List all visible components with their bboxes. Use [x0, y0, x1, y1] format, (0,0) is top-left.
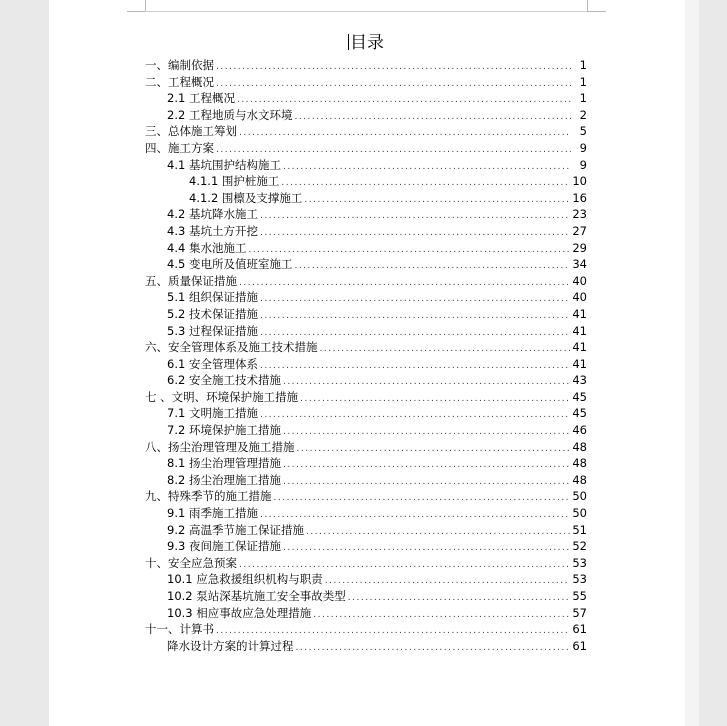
- toc-entry-page-number: 9: [579, 140, 587, 155]
- toc-entry-label: 2.1 工程概况: [167, 91, 235, 106]
- toc-dot-leader: [300, 391, 570, 408]
- toc-entry-label: 三、总体施工筹划: [145, 124, 237, 139]
- toc-title: 目录: [350, 33, 384, 53]
- toc-entry-page-number: 50: [572, 506, 587, 521]
- toc-entry[interactable]: [145, 57, 587, 74]
- toc-entry-label: 10.1 应急救援组织机构与职责: [167, 572, 323, 587]
- toc-entry-page-number: 57: [572, 605, 587, 620]
- toc-dot-leader: [283, 159, 571, 176]
- toc-entry[interactable]: [145, 173, 587, 190]
- toc-dot-leader: [283, 474, 570, 491]
- toc-entry-label: 9.1 雨季施工措施: [167, 506, 258, 521]
- toc-dot-leader: [281, 175, 570, 192]
- toc-entry-label: 十、安全应急预案: [145, 555, 237, 570]
- toc-entry[interactable]: [145, 289, 587, 306]
- toc-entry-page-number: 53: [572, 572, 587, 587]
- toc-entry-label: 八、扬尘治理管理及施工措施: [145, 439, 295, 454]
- toc-entry-label: 9.2 高温季节施工保证措施: [167, 522, 304, 537]
- toc-entry[interactable]: [145, 522, 587, 539]
- toc-entry-page-number: 40: [572, 273, 587, 288]
- toc-entry-page-number: 41: [572, 340, 587, 355]
- toc-dot-leader: [304, 192, 570, 209]
- toc-entry-page-number: 61: [572, 638, 587, 653]
- toc-entry-label: 7.1 文明施工措施: [167, 406, 258, 421]
- toc-entry[interactable]: [145, 621, 587, 638]
- toc-entry-label: 降水设计方案的计算过程: [167, 638, 294, 653]
- margin-corner-mark-left: [127, 0, 146, 12]
- toc-entry-page-number: 48: [572, 439, 587, 454]
- toc-entry-label: 4.1.1 围护桩施工: [189, 174, 280, 189]
- toc-entry[interactable]: [145, 157, 587, 174]
- toc-entry[interactable]: [145, 605, 587, 622]
- toc-entry-label: 4.1 基坑围护结构施工: [167, 157, 281, 172]
- toc-entry[interactable]: [145, 223, 587, 240]
- toc-entry-label: 9.3 夜间施工保证措施: [167, 539, 281, 554]
- toc-entry-label: 4.4 集水池施工: [167, 240, 247, 255]
- toc-entry-page-number: 50: [572, 489, 587, 504]
- toc-entry-page-number: 1: [579, 91, 587, 106]
- toc-dot-leader: [260, 407, 570, 424]
- toc-dot-leader: [296, 640, 571, 657]
- toc-dot-leader: [260, 208, 570, 225]
- toc-entry-label: 五、质量保证措施: [145, 273, 237, 288]
- page-shadow-edge: [685, 0, 699, 726]
- toc-entry[interactable]: [145, 74, 587, 91]
- text-cursor: [348, 34, 349, 50]
- toc-entry-page-number: 45: [572, 406, 587, 421]
- toc-entry-label: 一、编制依据: [145, 58, 214, 72]
- toc-dot-leader: [297, 441, 571, 458]
- toc-entry-page-number: 41: [572, 306, 587, 321]
- toc-entry-label: 5.2 技术保证措施: [167, 306, 258, 321]
- toc-heading[interactable]: [145, 28, 587, 53]
- toc-entry-label: 8.1 扬尘治理管理措施: [167, 456, 281, 471]
- toc-dot-leader: [283, 540, 570, 557]
- toc-dot-leader: [313, 607, 570, 624]
- toc-dot-leader: [239, 275, 570, 292]
- toc-entry-page-number: 40: [572, 290, 587, 305]
- toc-entry-label: 十一、计算书: [145, 622, 214, 637]
- toc-entry-page-number: 10: [572, 174, 587, 189]
- toc-entry[interactable]: [145, 256, 587, 273]
- toc-entry[interactable]: [145, 273, 587, 290]
- toc-entry-label: 六、安全管理体系及施工技术措施: [145, 340, 318, 355]
- toc-dot-leader: [239, 125, 571, 142]
- table-of-contents: [145, 57, 587, 654]
- toc-entry-page-number: 51: [572, 522, 587, 537]
- toc-entry-page-number: 61: [572, 622, 587, 637]
- toc-entry[interactable]: [145, 240, 587, 257]
- toc-entry[interactable]: [145, 372, 587, 389]
- toc-entry[interactable]: [145, 389, 587, 406]
- toc-dot-leader: [325, 573, 571, 590]
- toc-entry-label: 4.2 基坑降水施工: [167, 207, 258, 222]
- toc-dot-leader: [306, 524, 570, 541]
- toc-entry-label: 6.1 安全管理体系: [167, 356, 258, 371]
- toc-entry[interactable]: [145, 323, 587, 340]
- toc-entry-label: 2.2 工程地质与水文环境: [167, 107, 293, 122]
- toc-entry[interactable]: [145, 488, 587, 505]
- toc-entry-page-number: 43: [572, 373, 587, 388]
- toc-entry-page-number: 1: [579, 74, 587, 89]
- toc-entry-page-number: 46: [572, 423, 587, 438]
- toc-entry[interactable]: [145, 505, 587, 522]
- toc-dot-leader: [283, 457, 570, 474]
- toc-entry[interactable]: [145, 356, 587, 373]
- toc-dot-leader: [216, 59, 571, 76]
- margin-corner-mark-right: [587, 0, 606, 12]
- toc-dot-leader: [216, 76, 571, 93]
- toc-entry[interactable]: [145, 306, 587, 323]
- toc-dot-leader: [283, 374, 570, 391]
- toc-entry-page-number: 16: [572, 190, 587, 205]
- toc-entry-label: 6.2 安全施工技术措施: [167, 373, 281, 388]
- toc-dot-leader: [283, 424, 570, 441]
- toc-entry[interactable]: [145, 538, 587, 555]
- toc-dot-leader: [320, 341, 571, 358]
- toc-entry-label: 4.3 基坑土方开挖: [167, 223, 258, 238]
- toc-entry[interactable]: [145, 123, 587, 140]
- toc-entry-label: 4.5 变电所及值班室施工: [167, 257, 293, 272]
- toc-entry-page-number: 52: [572, 539, 587, 554]
- toc-entry-label: 7.2 环境保护施工措施: [167, 423, 281, 438]
- toc-entry-page-number: 48: [572, 456, 587, 471]
- toc-dot-leader: [248, 242, 570, 259]
- toc-entry-page-number: 2: [579, 107, 587, 122]
- toc-entry-label: 七 、文明、环境保护施工措施: [145, 389, 299, 404]
- toc-dot-leader: [294, 258, 570, 275]
- toc-entry-label: 8.2 扬尘治理施工措施: [167, 472, 281, 487]
- toc-entry-label: 5.1 组织保证措施: [167, 290, 258, 305]
- toc-entry[interactable]: [145, 555, 587, 572]
- toc-entry-page-number: 23: [572, 207, 587, 222]
- toc-entry[interactable]: [145, 455, 587, 472]
- toc-dot-leader: [260, 507, 570, 524]
- toc-entry[interactable]: [145, 588, 587, 605]
- header-margin-line: [145, 11, 587, 12]
- toc-dot-leader: [274, 490, 571, 507]
- toc-entry-label: 四、施工方案: [145, 140, 214, 155]
- toc-entry-page-number: 55: [572, 589, 587, 603]
- toc-entry[interactable]: [145, 472, 587, 489]
- toc-entry[interactable]: [145, 90, 587, 107]
- toc-entry[interactable]: [145, 140, 587, 157]
- toc-entry-page-number: 9: [579, 157, 587, 172]
- toc-entry-page-number: 45: [572, 389, 587, 404]
- toc-entry[interactable]: [145, 439, 587, 456]
- toc-dot-leader: [260, 308, 570, 325]
- toc-entry-label: 4.1.2 围檩及支撑施工: [189, 190, 303, 205]
- toc-entry-page-number: 48: [572, 472, 587, 487]
- toc-entry-label: 5.3 过程保证措施: [167, 323, 258, 338]
- toc-entry-page-number: 34: [572, 257, 587, 272]
- toc-dot-leader: [260, 225, 570, 242]
- toc-entry-label: 10.2 泵站深基坑施工安全事故类型: [167, 589, 346, 603]
- toc-dot-leader: [260, 291, 570, 308]
- toc-entry[interactable]: [145, 190, 587, 207]
- toc-entry[interactable]: [145, 571, 587, 588]
- toc-entry[interactable]: [145, 405, 587, 422]
- toc-entry-label: 10.3 相应事故应急处理措施: [167, 605, 312, 620]
- toc-dot-leader: [294, 109, 571, 126]
- toc-entry-page-number: 41: [572, 356, 587, 371]
- toc-entry-label: 二、工程概况: [145, 74, 214, 89]
- toc-entry-page-number: 53: [572, 555, 587, 570]
- toc-entry-page-number: 41: [572, 323, 587, 338]
- toc-entry[interactable]: [145, 422, 587, 439]
- toc-entry-page-number: 29: [572, 240, 587, 255]
- toc-entry-label: 九、特殊季节的施工措施: [145, 489, 272, 504]
- toc-entry-page-number: 5: [579, 124, 587, 139]
- toc-dot-leader: [260, 358, 570, 375]
- toc-entry[interactable]: [145, 638, 587, 655]
- toc-entry[interactable]: [145, 339, 587, 356]
- toc-entry-page-number: 27: [572, 223, 587, 238]
- toc-dot-leader: [348, 590, 571, 607]
- toc-entry[interactable]: [145, 206, 587, 223]
- toc-entry-page-number: 1: [579, 58, 587, 72]
- toc-entry[interactable]: [145, 107, 587, 124]
